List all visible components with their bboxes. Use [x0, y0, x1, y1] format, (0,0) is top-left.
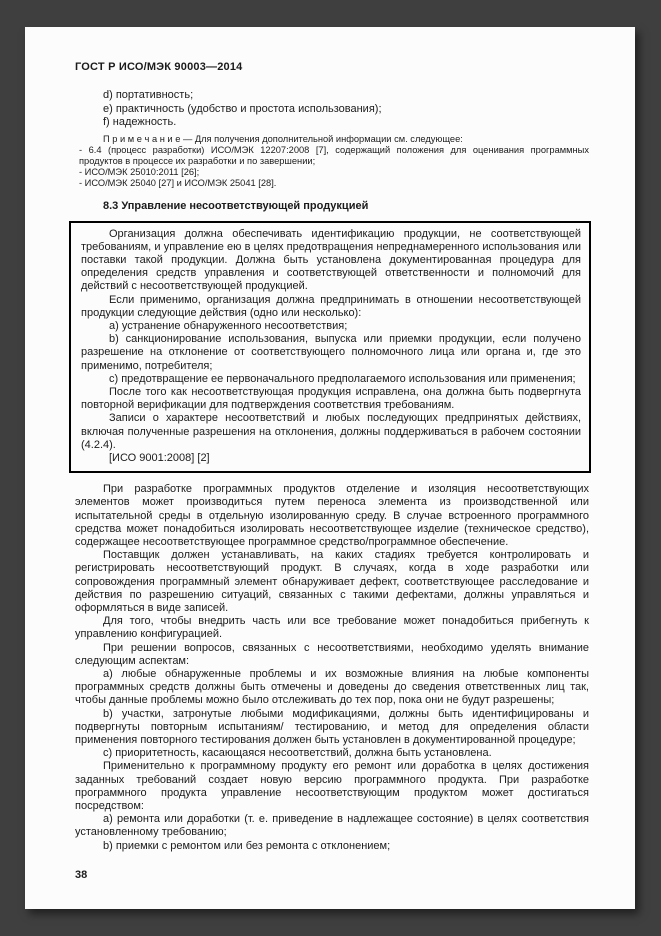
quote-paragraph: Записи о характере несоответствий и любых последующих предпринятых действиях, включая полученные разрешения на отклонения, должны поддерживаться в рабочем состоянии (4.2.4).: [81, 412, 581, 451]
quote-citation: [ИСО 9001:2008] [2]: [109, 451, 210, 464]
list-item: e) практичность (удобство и простота использования);: [103, 102, 382, 115]
list-paragraph: b) приемки с ремонтом или без ремонта с отклонением;: [103, 839, 391, 852]
quote-paragraph: После того как несоответствующая продукция исправлена, она должна быть подвергнута повторной верификации для подтверждения соответствия требованиям.: [81, 385, 581, 412]
paragraph: При разработке программных продуктов отделение и изоляция несоответствующих элементов может производиться путем переноса элемента из производственной или испытательной среды в отдельную изолированную среду. В случае встроенного программного средства может понадобиться изолировать несоответствующее изделие (техническое средство), содержащее несоответствующее программное средство/программное обеспечение.: [75, 483, 589, 548]
quote-list-item: b) санкционирование использования, выпуска или приемки продукции, если получено разрешение на отклонение от соответствующего полномочного лица или органа и, где это применимо, потребителя;: [81, 333, 581, 372]
iso-quote-box: [69, 221, 591, 474]
quote-list-item: а) устранение обнаруженного несоответствия;: [109, 319, 348, 332]
note-item: - 6.4 (процесс разработки) ИСО/МЭК 12207:2008 [7], содержащий положения для оценивания программных продуктов в процессе их разработки и по завершении;: [79, 144, 589, 166]
note-item: - ИСО/МЭК 25040 [27] и ИСО/МЭК 25041 [28].: [79, 177, 277, 188]
section-heading: 8.3 Управление несоответствующей продукцией: [103, 199, 369, 212]
list-paragraph: а) ремонта или доработки (т. е. приведение в надлежащее состояние) в целях соответствия установленному требованию;: [75, 813, 589, 839]
list-paragraph: b) участки, затронутые любыми модификациями, должны быть идентифицированы и подвергнуты повторным испытаниям/ тестированию, и метод для определения области применения повторного тестирования должен быть установлен в документированной процедуре;: [75, 707, 589, 747]
paragraph: Поставщик должен устанавливать, на каких стадиях требуется контролировать и регистрировать несоответствующий продукт. В случаях, когда в ходе разработки или сопровождения программный элемент обнаруживает дефект, соответствующее расследование и действия по разрешению ситуаций, связанных с такими дефектами, должны управляться и оформляться в виде записей.: [75, 549, 589, 614]
quote-paragraph: Организация должна обеспечивать идентификацию продукции, не соответствующей требованиям, и управление ею в целях предотвращения непреднамеренного использования или поставки такой продукции. Должна быть установлена документированная процедура для определения средств управления и соответствующей ответственности и полномочий для действий с несоответствующей продукцией.: [81, 227, 581, 293]
paragraph: При решении вопросов, связанных с несоответствиями, необходимо уделять внимание следующим аспектам:: [75, 641, 589, 667]
page-content: [25, 27, 635, 853]
page-number: 38: [75, 869, 88, 881]
quote-list-item: c) предотвращение ее первоначального предполагаемого использования или применения;: [109, 372, 576, 385]
quality-characteristics-list: [75, 89, 589, 130]
document-header: ГОСТ Р ИСО/МЭК 90003—2014: [75, 61, 243, 73]
list-item: d) портативность;: [103, 89, 194, 101]
list-paragraph: c) приоритетность, касающаяся несоответствий, должна быть установлена.: [103, 747, 492, 760]
body-text: [75, 483, 589, 853]
note-intro: П р и м е ч а н и е — Для получения дополнительной информации см. следующее:: [103, 133, 463, 144]
note-item: - ИСО/МЭК 25010:2011 [26];: [79, 166, 200, 177]
paragraph: Применительно к программному продукту его ремонт или доработка в целях достижения заданных требований создает новую версию программного продукта. При разработке программного продукта управление несоответствующим продуктом может достигаться посредством:: [75, 760, 589, 813]
list-paragraph: а) любые обнаруженные проблемы и их возможные влияния на любые компоненты программных средств должны быть отмечены и доведены до сведения ответственных лиц так, чтобы данные проблемы можно было отслеживать до тех пор, пока они не будут разрешены;: [75, 668, 589, 707]
paragraph: Для того, чтобы внедрить часть или все требование может понадобиться прибегнуть к управлению конфигурацией.: [75, 615, 589, 641]
quote-paragraph: Если применимо, организация должна предпринимать в отношении несоответствующей продукции следующие действия (одно или несколько):: [81, 293, 581, 319]
document-page: [25, 27, 635, 909]
list-item: f) надежность.: [103, 116, 177, 128]
note-block: [75, 134, 589, 189]
